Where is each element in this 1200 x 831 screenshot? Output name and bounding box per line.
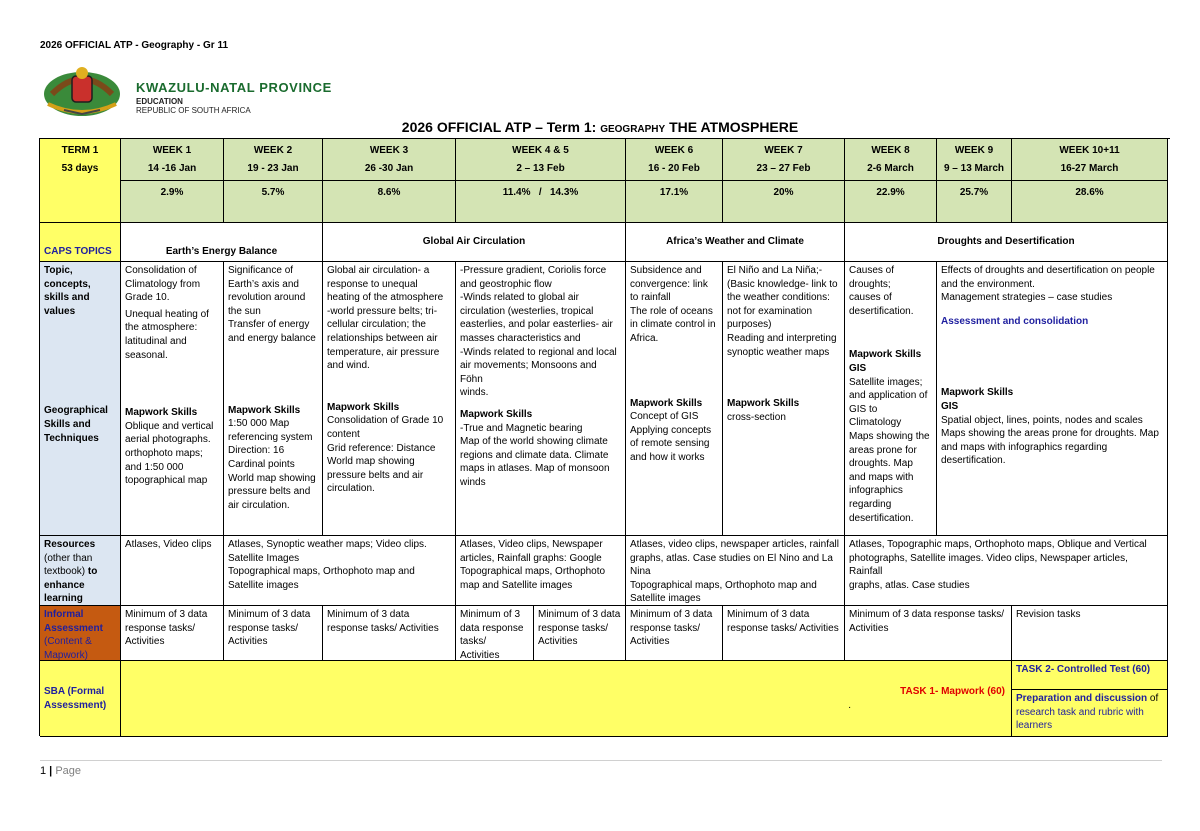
- topic-row-label: Topic, concepts, skills and values Geographical Skills and Techniques: [40, 262, 121, 536]
- week-header: WEEK 6 16 - 20 Feb: [626, 139, 723, 181]
- week3-content: Global air circulation- a response to unequal heating of the atmosphere -world pressure belts; tri- cellular circulation; the relationships between air temperature, air pressure and wind. Mapwork Skills Consolidation of Grade 10 content Grid reference: Distance World map showing pressure belts and air circulation.: [323, 262, 456, 536]
- task2-controlled-test: TASK 2- Controlled Test (60): [1012, 661, 1167, 690]
- week45-content: -Pressure gradient, Coriolis force and geostrophic flow -Winds related to global air circulation (westerlies, tropical easterlies, and polar easterlies- air masses characteristics and -Winds related to regional and local air movements; Monsoons and Föhn winds. Mapwork Skills -True and Magnetic bearing Map of the world showing climate regions and climate data. Climate maps in atlases. Map of monsoon winds: [456, 262, 626, 536]
- week8-content: Causes of droughts; causes of desertification. Mapwork Skills GIS Satellite images; and application of GIS to Climatology Maps showing the areas prone for droughts. Map and maps with infographics regarding desertification.: [845, 262, 937, 536]
- province-name: KWAZULU-NATAL PROVINCE: [136, 80, 332, 95]
- week-percent: 2.9%: [121, 181, 224, 223]
- page-title: [0, 119, 1200, 135]
- week-header: WEEK 8 2-6 March: [845, 139, 937, 181]
- resources-week1: Atlases, Video clips: [121, 536, 224, 606]
- department-name: EDUCATION: [136, 97, 183, 106]
- sba-row-label: SBA (Formal Assessment): [40, 661, 121, 737]
- title-text: 2026 OFFICIAL ATP – Term 1:: [401, 119, 601, 135]
- term-days: 53 days: [61, 162, 99, 174]
- week-percent: 8.6%: [323, 181, 456, 223]
- week-header: WEEK 3 26 -30 Jan: [323, 139, 456, 181]
- week2-content: Significance of Earth’s axis and revolution around the sun Transfer of energy and energy balance Mapwork Skills 1:50 000 Map referencing system Direction: 16 Cardinal points World map showing pressure belts and air circulation.: [224, 262, 323, 536]
- caps-topic-droughts: Droughts and Desertification: [845, 223, 1168, 262]
- resources-row-label: Resources (other than textbook) to enhance learning: [40, 536, 121, 606]
- document-header: 2026 OFFICIAL ATP - Geography - Gr 11: [40, 40, 229, 51]
- resources-week4-5: Atlases, Video clips, Newspaper articles, Rainfall graphs: Google Topographical maps, Orthophoto map and Satellite images: [456, 536, 626, 606]
- week-header: WEEK 1 14 -16 Jan: [121, 139, 224, 181]
- resources-week2-3: Atlases, Synoptic weather maps; Video clips. Satellite Images Topographical maps, Orthophoto map and Satellite images: [224, 536, 456, 606]
- week9-11-content: Effects of droughts and desertification on people and the environment. Management strategies – case studies Assessment and consolidation Mapwork Skills GIS Spatial object, lines, points, nodes and scales Maps showing the areas prone for droughts. Map and maps with infographics regarding desertification.: [937, 262, 1168, 536]
- caps-topics-label: CAPS TOPICS: [40, 223, 121, 262]
- title-subject: GEOGRAPHY: [600, 124, 666, 135]
- title-topic: THE ATMOSPHERE: [665, 119, 799, 135]
- sba-task2-cell: [1012, 661, 1168, 737]
- week-header: WEEK 9 9 – 13 March: [937, 139, 1012, 181]
- sba-task1-cell: [121, 661, 1012, 737]
- task1-mapwork: TASK 1- Mapwork (60): [900, 686, 1005, 697]
- footer-divider: [40, 760, 1162, 761]
- resources-week6-7: Atlases, video clips, newspaper articles, rainfall graphs, atlas. Case studies on El Nino and La Nina Topographical maps, Orthophoto map and Satellite images: [626, 536, 845, 606]
- week-percent: 28.6%: [1012, 181, 1168, 223]
- informal-week10-11: Revision tasks: [1012, 606, 1168, 661]
- week6-content: Subsidence and convergence: link to rainfall The role of oceans in climate control in Africa. Mapwork Skills Concept of GIS Applying concepts of remote sensing and how it works: [626, 262, 723, 536]
- informal-week5: Minimum of 3 data response tasks/ Activities: [534, 606, 626, 661]
- week1-content: Consolidation of Climatology from Grade 10. Unequal heating of the atmosphere: latitudinal and seasonal. Mapwork Skills Oblique and vertical aerial photographs. orthophoto maps; and 1:50 000 topographical map: [121, 262, 224, 536]
- week-header: WEEK 7 23 – 27 Feb: [723, 139, 845, 181]
- informal-week2: Minimum of 3 data response tasks/ Activities: [224, 606, 323, 661]
- week-header: WEEK 2 19 - 23 Jan: [224, 139, 323, 181]
- country-name: REPUBLIC OF SOUTH AFRICA: [136, 106, 251, 115]
- informal-week8-9: Minimum of 3 data response tasks/ Activities: [845, 606, 1012, 661]
- caps-topic-energy: Earth’s Energy Balance: [121, 223, 323, 262]
- week-percent: 5.7%: [224, 181, 323, 223]
- term-label: TERM 1: [61, 145, 99, 156]
- week-header: WEEK 4 & 5 2 – 13 Feb: [456, 139, 626, 181]
- term-cell: [40, 139, 121, 223]
- page-number: 1: [40, 765, 47, 777]
- page-footer: 1 | Page: [40, 765, 82, 777]
- week-percent: 20%: [723, 181, 845, 223]
- informal-week4: Minimum of 3 data response tasks/ Activities: [456, 606, 534, 661]
- informal-week1: Minimum of 3 data response tasks/ Activities: [121, 606, 224, 661]
- atp-table: [39, 138, 1170, 736]
- task1-dot: .: [848, 700, 851, 711]
- resources-week8-11: Atlases, Topographic maps, Orthophoto maps, Oblique and Vertical photographs, Satellite images. Video clips, Newspaper articles, Rainfall graphs, atlas. Case studies: [845, 536, 1168, 606]
- informal-week6: Minimum of 3 data response tasks/ Activities: [626, 606, 723, 661]
- week-percent: 17.1%: [626, 181, 723, 223]
- week-percent: 25.7%: [937, 181, 1012, 223]
- informal-row-label: Informal Assessment (Content & Mapwork): [40, 606, 121, 661]
- informal-week7: Minimum of 3 data response tasks/ Activities: [723, 606, 845, 661]
- week7-content: El Niño and La Niña;- (Basic knowledge- link to the weather conditions: not for examination purposes) Reading and interpreting synoptic weather maps Mapwork Skills cross-section: [723, 262, 845, 536]
- week-percent: 22.9%: [845, 181, 937, 223]
- task2-preparation: Preparation and discussion of research task and rubric with learners: [1012, 690, 1167, 736]
- week-header: WEEK 10+11 16-27 March: [1012, 139, 1168, 181]
- kzn-logo: [42, 64, 362, 118]
- caps-topic-africa: Africa’s Weather and Climate: [626, 223, 845, 262]
- informal-week3: Minimum of 3 data response tasks/ Activities: [323, 606, 456, 661]
- week-percent: 11.4% / 14.3%: [456, 181, 626, 223]
- caps-topic-circulation: Global Air Circulation: [323, 223, 626, 262]
